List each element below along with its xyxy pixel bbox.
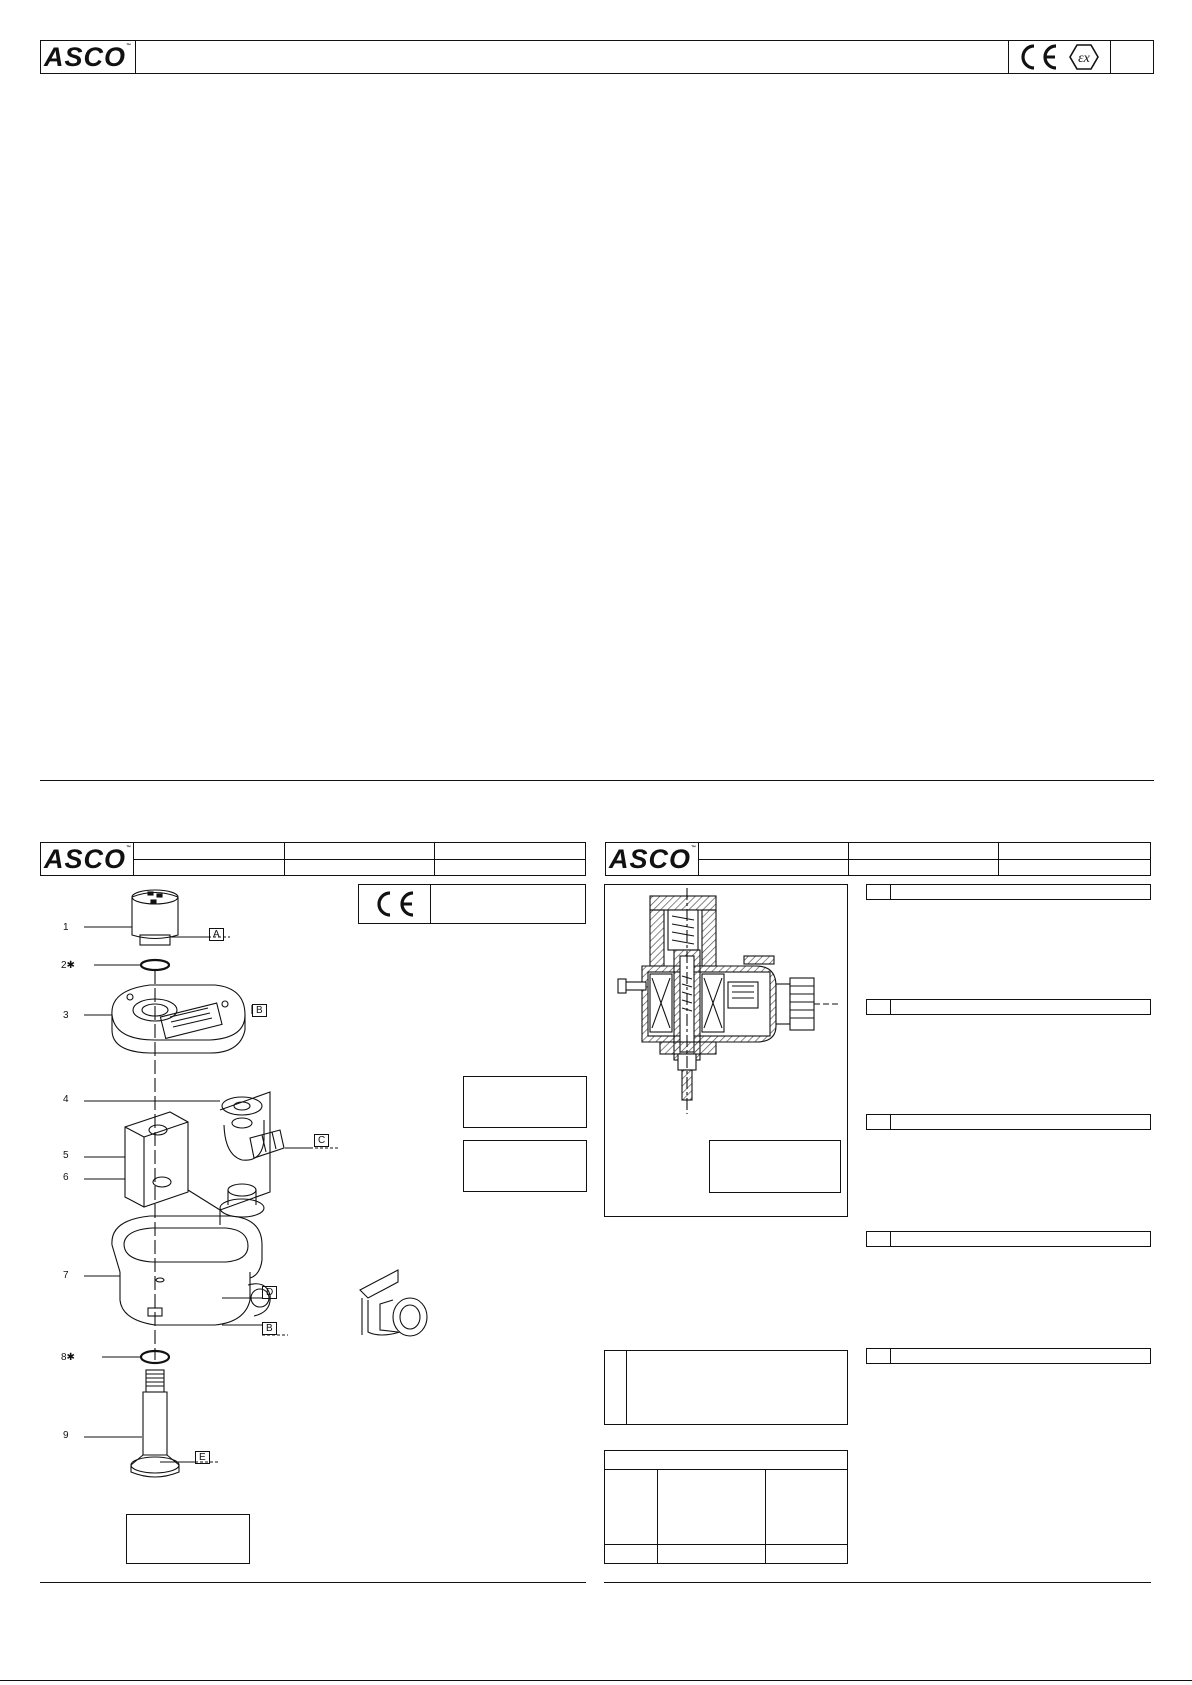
callout-number: 8✱ <box>61 1352 75 1363</box>
table-row-divider <box>604 1544 848 1545</box>
callout-number: 1 <box>63 922 69 933</box>
table-col-divider <box>657 1469 658 1564</box>
callout-number: 7 <box>63 1270 69 1281</box>
section-header-bar <box>866 884 1151 900</box>
note-box <box>126 1514 250 1564</box>
callout-number: 9 <box>63 1430 69 1441</box>
asco-logo: ASCO™ <box>609 844 698 874</box>
header-divider <box>1110 40 1111 74</box>
asco-logo-text: ASCO <box>44 844 127 874</box>
asco-logo-text: ASCO <box>44 42 127 72</box>
note-box <box>709 1140 841 1193</box>
panel-bottom-rule <box>604 1582 1151 1583</box>
detail-tag-b: B <box>252 1004 267 1017</box>
callout-number: 4 <box>63 1094 69 1105</box>
callout-number: 2✱ <box>61 960 75 971</box>
warning-box-divider <box>626 1350 627 1425</box>
section-number-divider <box>890 999 891 1015</box>
callout-number: 6 <box>63 1172 69 1183</box>
cross-section-diagram <box>606 886 846 1116</box>
table-row-divider <box>604 1469 848 1470</box>
section-header-bar <box>866 1348 1151 1364</box>
asco-logo-text: ASCO <box>609 844 692 874</box>
section-header-bar <box>866 1114 1151 1130</box>
callout-number: 5 <box>63 1150 69 1161</box>
note-box <box>463 1140 587 1192</box>
section-number-divider <box>890 1114 891 1130</box>
detail-tag-b: B <box>262 1322 277 1335</box>
section-header-bar <box>866 1231 1151 1247</box>
header-divider <box>1008 40 1009 74</box>
exploded-view-diagram <box>40 880 460 1480</box>
warning-box <box>604 1350 848 1425</box>
callout-number: 3 <box>63 1010 69 1021</box>
ex-hexagon-icon <box>1064 42 1104 72</box>
header-divider <box>135 40 136 74</box>
section-number-divider <box>890 884 891 900</box>
section-number-divider <box>890 1348 891 1364</box>
spec-table <box>604 1450 848 1564</box>
asco-logo: ASCO™ <box>44 42 133 72</box>
header-row-divider <box>133 859 586 860</box>
detail-tag-c: C <box>314 1134 329 1147</box>
detail-tag-d: D <box>262 1286 277 1299</box>
detail-tag-e: E <box>195 1451 210 1464</box>
section-header-bar <box>866 999 1151 1015</box>
top-header-bar <box>40 40 1154 74</box>
ce-mark-icon <box>1014 42 1062 72</box>
svg-text:εx: εx <box>1078 51 1090 66</box>
asco-logo: ASCO™ <box>44 844 133 874</box>
panel-bottom-rule <box>40 1582 586 1583</box>
header-row-divider <box>698 859 1151 860</box>
page-footer-rule <box>0 1680 1192 1681</box>
table-col-divider <box>765 1469 766 1564</box>
section-divider <box>40 780 1154 781</box>
detail-tag-a: A <box>209 928 224 941</box>
section-number-divider <box>890 1231 891 1247</box>
note-box <box>463 1076 587 1128</box>
